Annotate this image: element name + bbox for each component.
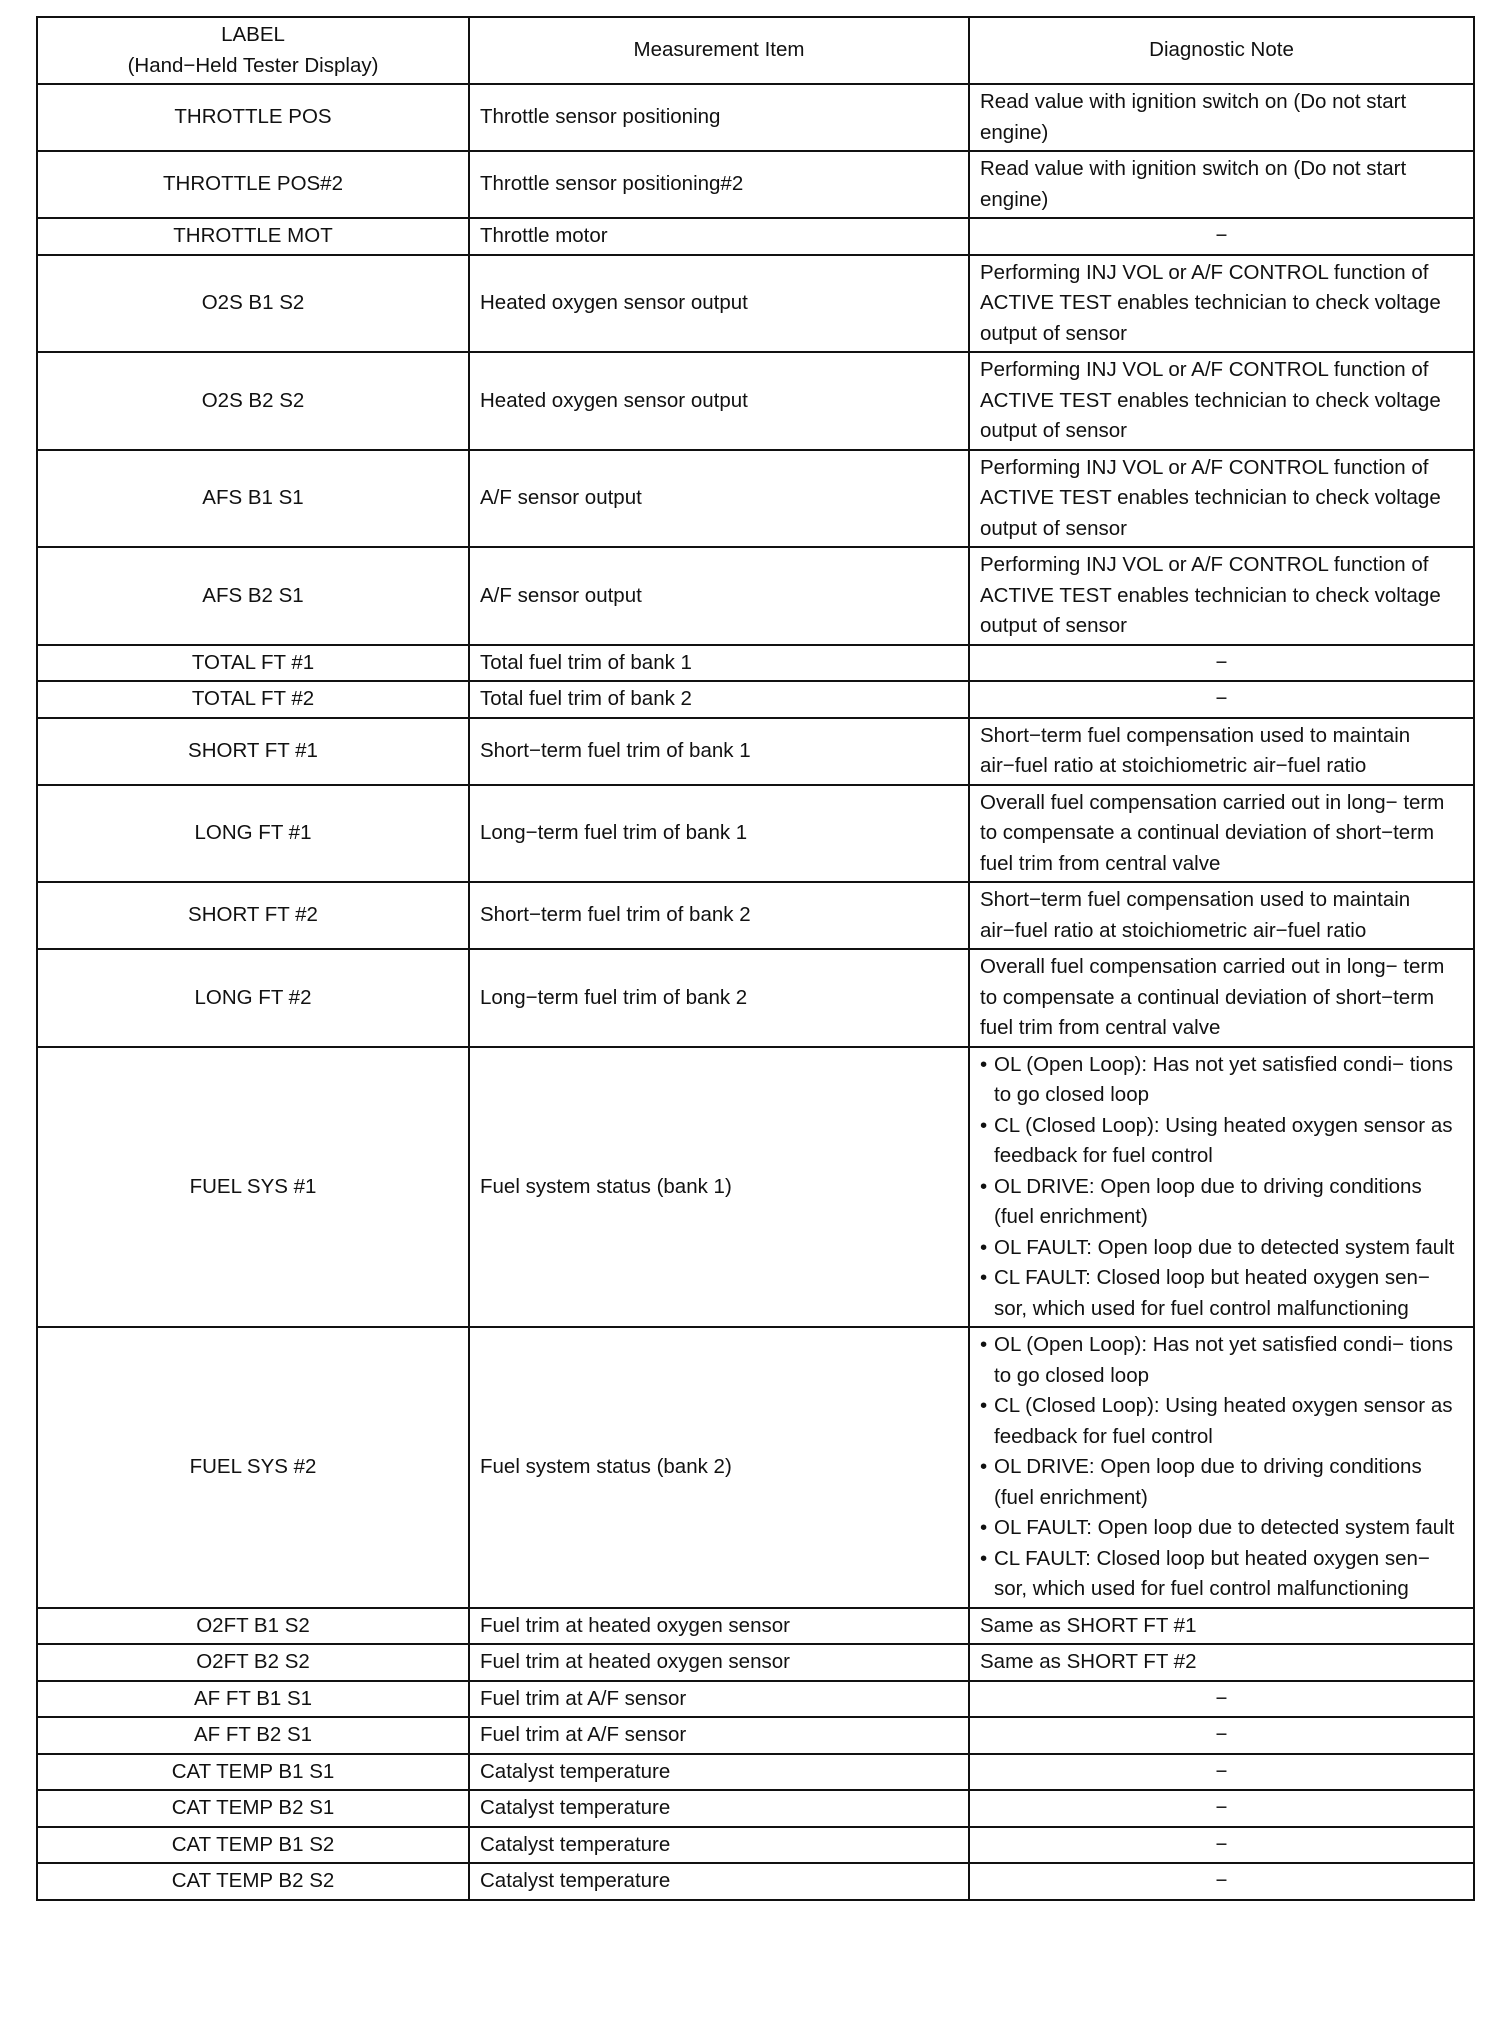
table-row [37,1644,1474,1681]
table-row [37,645,1474,682]
table-row [37,718,1474,785]
row-diagnostic-note: − [969,1717,1474,1754]
row-label: AF FT B2 S1 [37,1717,469,1754]
row-measurement-item: Fuel trim at heated oxygen sensor [469,1608,969,1645]
row-label: FUEL SYS #2 [37,1327,469,1608]
row-measurement-item: Throttle sensor positioning#2 [469,151,969,218]
note-bullet-item: • OL (Open Loop): Has not yet satisfied condi− tions to go closed loop [980,1330,1463,1391]
table-row [37,84,1474,151]
row-diagnostic-note: Same as SHORT FT #2 [969,1644,1474,1681]
header-diagnostic-note: Diagnostic Note [969,17,1474,84]
table-row [37,1608,1474,1645]
row-measurement-item: Heated oxygen sensor output [469,255,969,353]
header-label-line1: LABEL [221,23,285,46]
row-measurement-item: Throttle motor [469,218,969,255]
row-diagnostic-note: − [969,1754,1474,1791]
row-label: O2S B2 S2 [37,352,469,450]
row-measurement-item: Catalyst temperature [469,1827,969,1864]
row-label: O2FT B1 S2 [37,1608,469,1645]
header-label [37,17,469,84]
row-label: O2FT B2 S2 [37,1644,469,1681]
row-label: CAT TEMP B2 S1 [37,1790,469,1827]
row-diagnostic-note: − [969,1790,1474,1827]
row-label: THROTTLE POS [37,84,469,151]
note-bullet-item: • OL DRIVE: Open loop due to driving conditions (fuel enrichment) [980,1452,1463,1513]
header-measurement-item: Measurement Item [469,17,969,84]
header-row [37,17,1474,84]
row-diagnostic-note: − [969,645,1474,682]
note-bullet-list [980,1050,1463,1325]
header-label-line2: (Hand−Held Tester Display) [127,53,379,77]
row-label: TOTAL FT #1 [37,645,469,682]
table-row [37,949,1474,1047]
row-label: AFS B2 S1 [37,547,469,645]
row-diagnostic-note: Performing INJ VOL or A/F CONTROL function of ACTIVE TEST enables technician to check voltage output of sensor [969,255,1474,353]
row-label: AFS B1 S1 [37,450,469,548]
table-row [37,1047,1474,1328]
note-bullet-item: • CL (Closed Loop): Using heated oxygen sensor as feedback for fuel control [980,1111,1463,1172]
row-measurement-item: Long−term fuel trim of bank 1 [469,785,969,883]
row-label: AF FT B1 S1 [37,1681,469,1718]
row-measurement-item: Short−term fuel trim of bank 2 [469,882,969,949]
row-diagnostic-note: − [969,1681,1474,1718]
row-diagnostic-note: Overall fuel compensation carried out in long− term to compensate a continual deviation of short−term fuel trim from central valve [969,949,1474,1047]
note-bullet-item: • OL DRIVE: Open loop due to driving conditions (fuel enrichment) [980,1172,1463,1233]
table-row [37,1681,1474,1718]
table-row [37,1790,1474,1827]
row-measurement-item: Short−term fuel trim of bank 1 [469,718,969,785]
row-measurement-item: A/F sensor output [469,450,969,548]
row-measurement-item: Catalyst temperature [469,1790,969,1827]
row-diagnostic-note: − [969,218,1474,255]
table-row [37,547,1474,645]
row-label: SHORT FT #1 [37,718,469,785]
table-row [37,1327,1474,1608]
row-label: CAT TEMP B2 S2 [37,1863,469,1900]
table-row [37,450,1474,548]
note-bullet-list [980,1330,1463,1605]
row-diagnostic-note: Overall fuel compensation carried out in long− term to compensate a continual deviation of short−term fuel trim from central valve [969,785,1474,883]
row-label: CAT TEMP B1 S2 [37,1827,469,1864]
row-diagnostic-note: − [969,1827,1474,1864]
note-bullet-item: • OL (Open Loop): Has not yet satisfied condi− tions to go closed loop [980,1050,1463,1111]
row-diagnostic-note: Same as SHORT FT #1 [969,1608,1474,1645]
row-measurement-item: Catalyst temperature [469,1863,969,1900]
row-measurement-item: Throttle sensor positioning [469,84,969,151]
table-row [37,1863,1474,1900]
row-measurement-item: Heated oxygen sensor output [469,352,969,450]
row-measurement-item: Fuel system status (bank 2) [469,1327,969,1608]
data-list-table [36,16,1475,1901]
table-row [37,1754,1474,1791]
table-row [37,1717,1474,1754]
row-measurement-item: Total fuel trim of bank 2 [469,681,969,718]
row-diagnostic-note: Short−term fuel compensation used to maintain air−fuel ratio at stoichiometric air−fuel ratio [969,882,1474,949]
table-row [37,681,1474,718]
row-label: LONG FT #1 [37,785,469,883]
table-row [37,785,1474,883]
note-bullet-item: • CL FAULT: Closed loop but heated oxygen sen− sor, which used for fuel control malfunctioning [980,1544,1463,1605]
row-diagnostic-note [969,1327,1474,1608]
row-label: SHORT FT #2 [37,882,469,949]
table-row [37,151,1474,218]
table-row [37,1827,1474,1864]
row-label: THROTTLE MOT [37,218,469,255]
row-measurement-item: Total fuel trim of bank 1 [469,645,969,682]
row-label: TOTAL FT #2 [37,681,469,718]
row-measurement-item: Fuel trim at A/F sensor [469,1681,969,1718]
table-row [37,352,1474,450]
table-row [37,255,1474,353]
row-diagnostic-note: Performing INJ VOL or A/F CONTROL function of ACTIVE TEST enables technician to check voltage output of sensor [969,450,1474,548]
table-row [37,218,1474,255]
row-measurement-item: A/F sensor output [469,547,969,645]
row-label: CAT TEMP B1 S1 [37,1754,469,1791]
row-diagnostic-note: Read value with ignition switch on (Do not start engine) [969,151,1474,218]
note-bullet-item: • CL FAULT: Closed loop but heated oxygen sen− sor, which used for fuel control malfunctioning [980,1263,1463,1324]
row-label: LONG FT #2 [37,949,469,1047]
row-label: O2S B1 S2 [37,255,469,353]
row-measurement-item: Long−term fuel trim of bank 2 [469,949,969,1047]
note-bullet-item: • OL FAULT: Open loop due to detected system fault [980,1513,1463,1544]
table-row [37,882,1474,949]
row-label: FUEL SYS #1 [37,1047,469,1328]
row-diagnostic-note: − [969,1863,1474,1900]
row-diagnostic-note: Performing INJ VOL or A/F CONTROL function of ACTIVE TEST enables technician to check voltage output of sensor [969,352,1474,450]
row-label: THROTTLE POS#2 [37,151,469,218]
row-measurement-item: Catalyst temperature [469,1754,969,1791]
row-diagnostic-note: Read value with ignition switch on (Do not start engine) [969,84,1474,151]
row-diagnostic-note: − [969,681,1474,718]
row-diagnostic-note [969,1047,1474,1328]
row-measurement-item: Fuel system status (bank 1) [469,1047,969,1328]
row-diagnostic-note: Performing INJ VOL or A/F CONTROL function of ACTIVE TEST enables technician to check voltage output of sensor [969,547,1474,645]
row-measurement-item: Fuel trim at heated oxygen sensor [469,1644,969,1681]
row-diagnostic-note: Short−term fuel compensation used to maintain air−fuel ratio at stoichiometric air−fuel ratio [969,718,1474,785]
note-bullet-item: • CL (Closed Loop): Using heated oxygen sensor as feedback for fuel control [980,1391,1463,1452]
row-measurement-item: Fuel trim at A/F sensor [469,1717,969,1754]
note-bullet-item: • OL FAULT: Open loop due to detected system fault [980,1233,1463,1264]
